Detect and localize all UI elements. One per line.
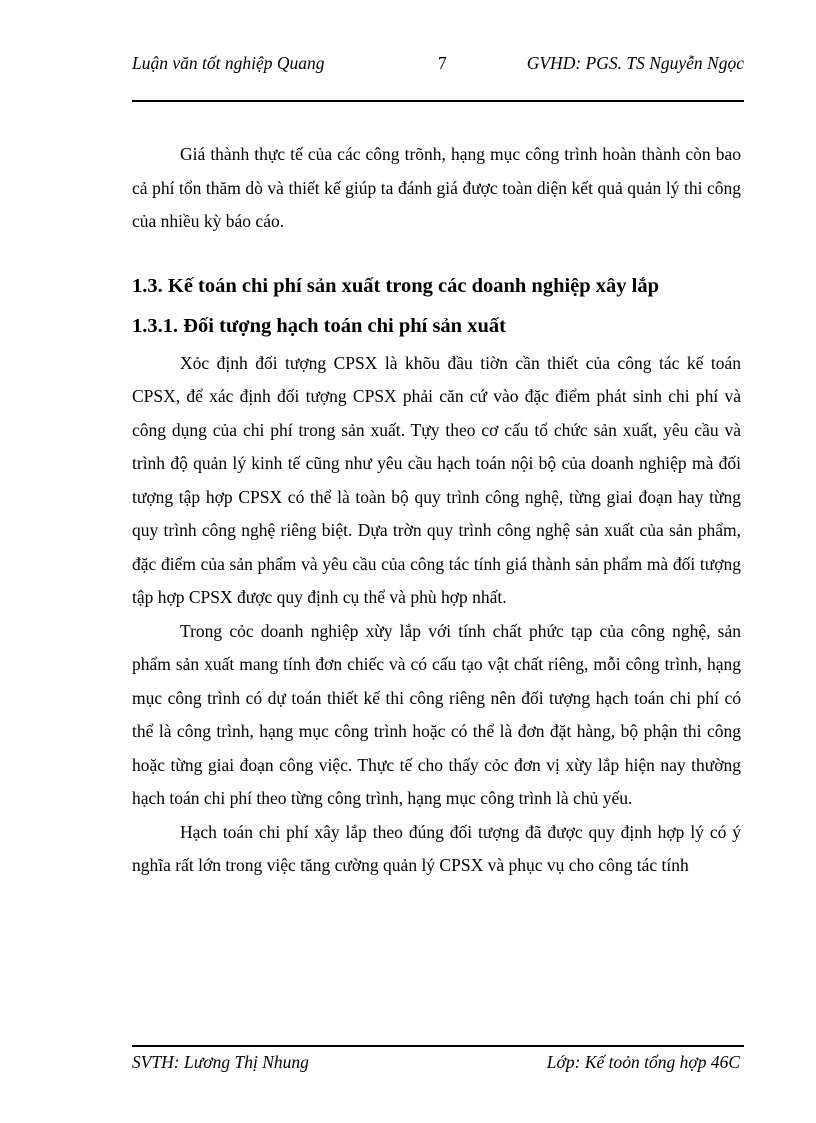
- section-heading-1-3-1: 1.3.1. Đối tượng hạch toán chi phí sản xuất: [132, 314, 506, 337]
- footer-class: Lớp: Kế toỏn tổng hợp 46C: [546, 1052, 740, 1072]
- section-heading-1-3: 1.3. Kế toán chi phí sản xuất trong các doanh nghiệp xây lắp: [132, 274, 660, 297]
- paragraph-1: Giá thành thực tế của các công trõnh, hạng mục công trình hoàn thành còn bao cả phí tổn thăm dò và thiết kế giúp ta đánh giá được toàn diện kết quả quản lý thi công của nhiều kỳ báo cáo.: [132, 144, 741, 231]
- page-footer: [132, 1045, 744, 1072]
- page-number: 7: [438, 53, 447, 73]
- paragraph-2: Xỏc định đối tượng CPSX là khõu đầu tiờn cần thiết của công tác kế toán CPSX, để xác định đối tượng CPSX phải căn cứ vào đặc điểm phát sinh chi phí và công dụng của chi phí trong sản xuất. Tựy theo cơ cấu tổ chức sản xuất, yêu cầu và trình độ quản lý kinh tế cũng như yêu cầu hạch toán nội bộ của doanh nghiệp mà đối tượng tập hợp CPSX có thể là toàn bộ quy trình công nghệ, từng giai đoạn hay từng quy trình công nghệ riêng biệt. Dựa trờn quy trình công nghệ sản xuất của sản phẩm, đặc điểm của sản phẩm và yêu cầu của công tác tính giá thành sản phẩm mà đối tượng tập hợp CPSX được quy định cụ thể và phù hợp nhất.: [132, 352, 741, 607]
- document-body: [132, 138, 741, 883]
- paragraph-4: Hạch toán chi phí xây lắp theo đúng đối tượng đã được quy định hợp lý có ý nghĩa rất lớn trong việc tăng cường quản lý CPSX và phục vụ cho công tác tính: [132, 821, 741, 875]
- paragraph-3: Trong cỏc doanh nghiệp xừy lắp với tính chất phức tạp của công nghệ, sản phẩm sản xuất mang tính đơn chiếc và có cấu tạo vật chất riêng, mỗi công trình, hạng mục công trình có dự toán thiết kế thi công riêng nên đối tượng hạch toán chi phí có thể là công trình, hạng mục công trình hoặc có thể là đơn đặt hàng, bộ phận thi công hoặc từng giai đoạn công việc. Thực tế cho thấy cỏc đơn vị xừy lắp hiện nay thường hạch toán chi phí theo từng công trình, hạng mục công trình là chủ yếu.: [132, 620, 741, 808]
- header-thesis-label: Luận văn tốt nghiệp Quang: [132, 53, 325, 73]
- footer-student: SVTH: Lương Thị Nhung: [132, 1052, 309, 1072]
- header-advisor: GVHD: PGS. TS Nguyễn Ngọc: [526, 53, 744, 73]
- page-header: [132, 52, 744, 102]
